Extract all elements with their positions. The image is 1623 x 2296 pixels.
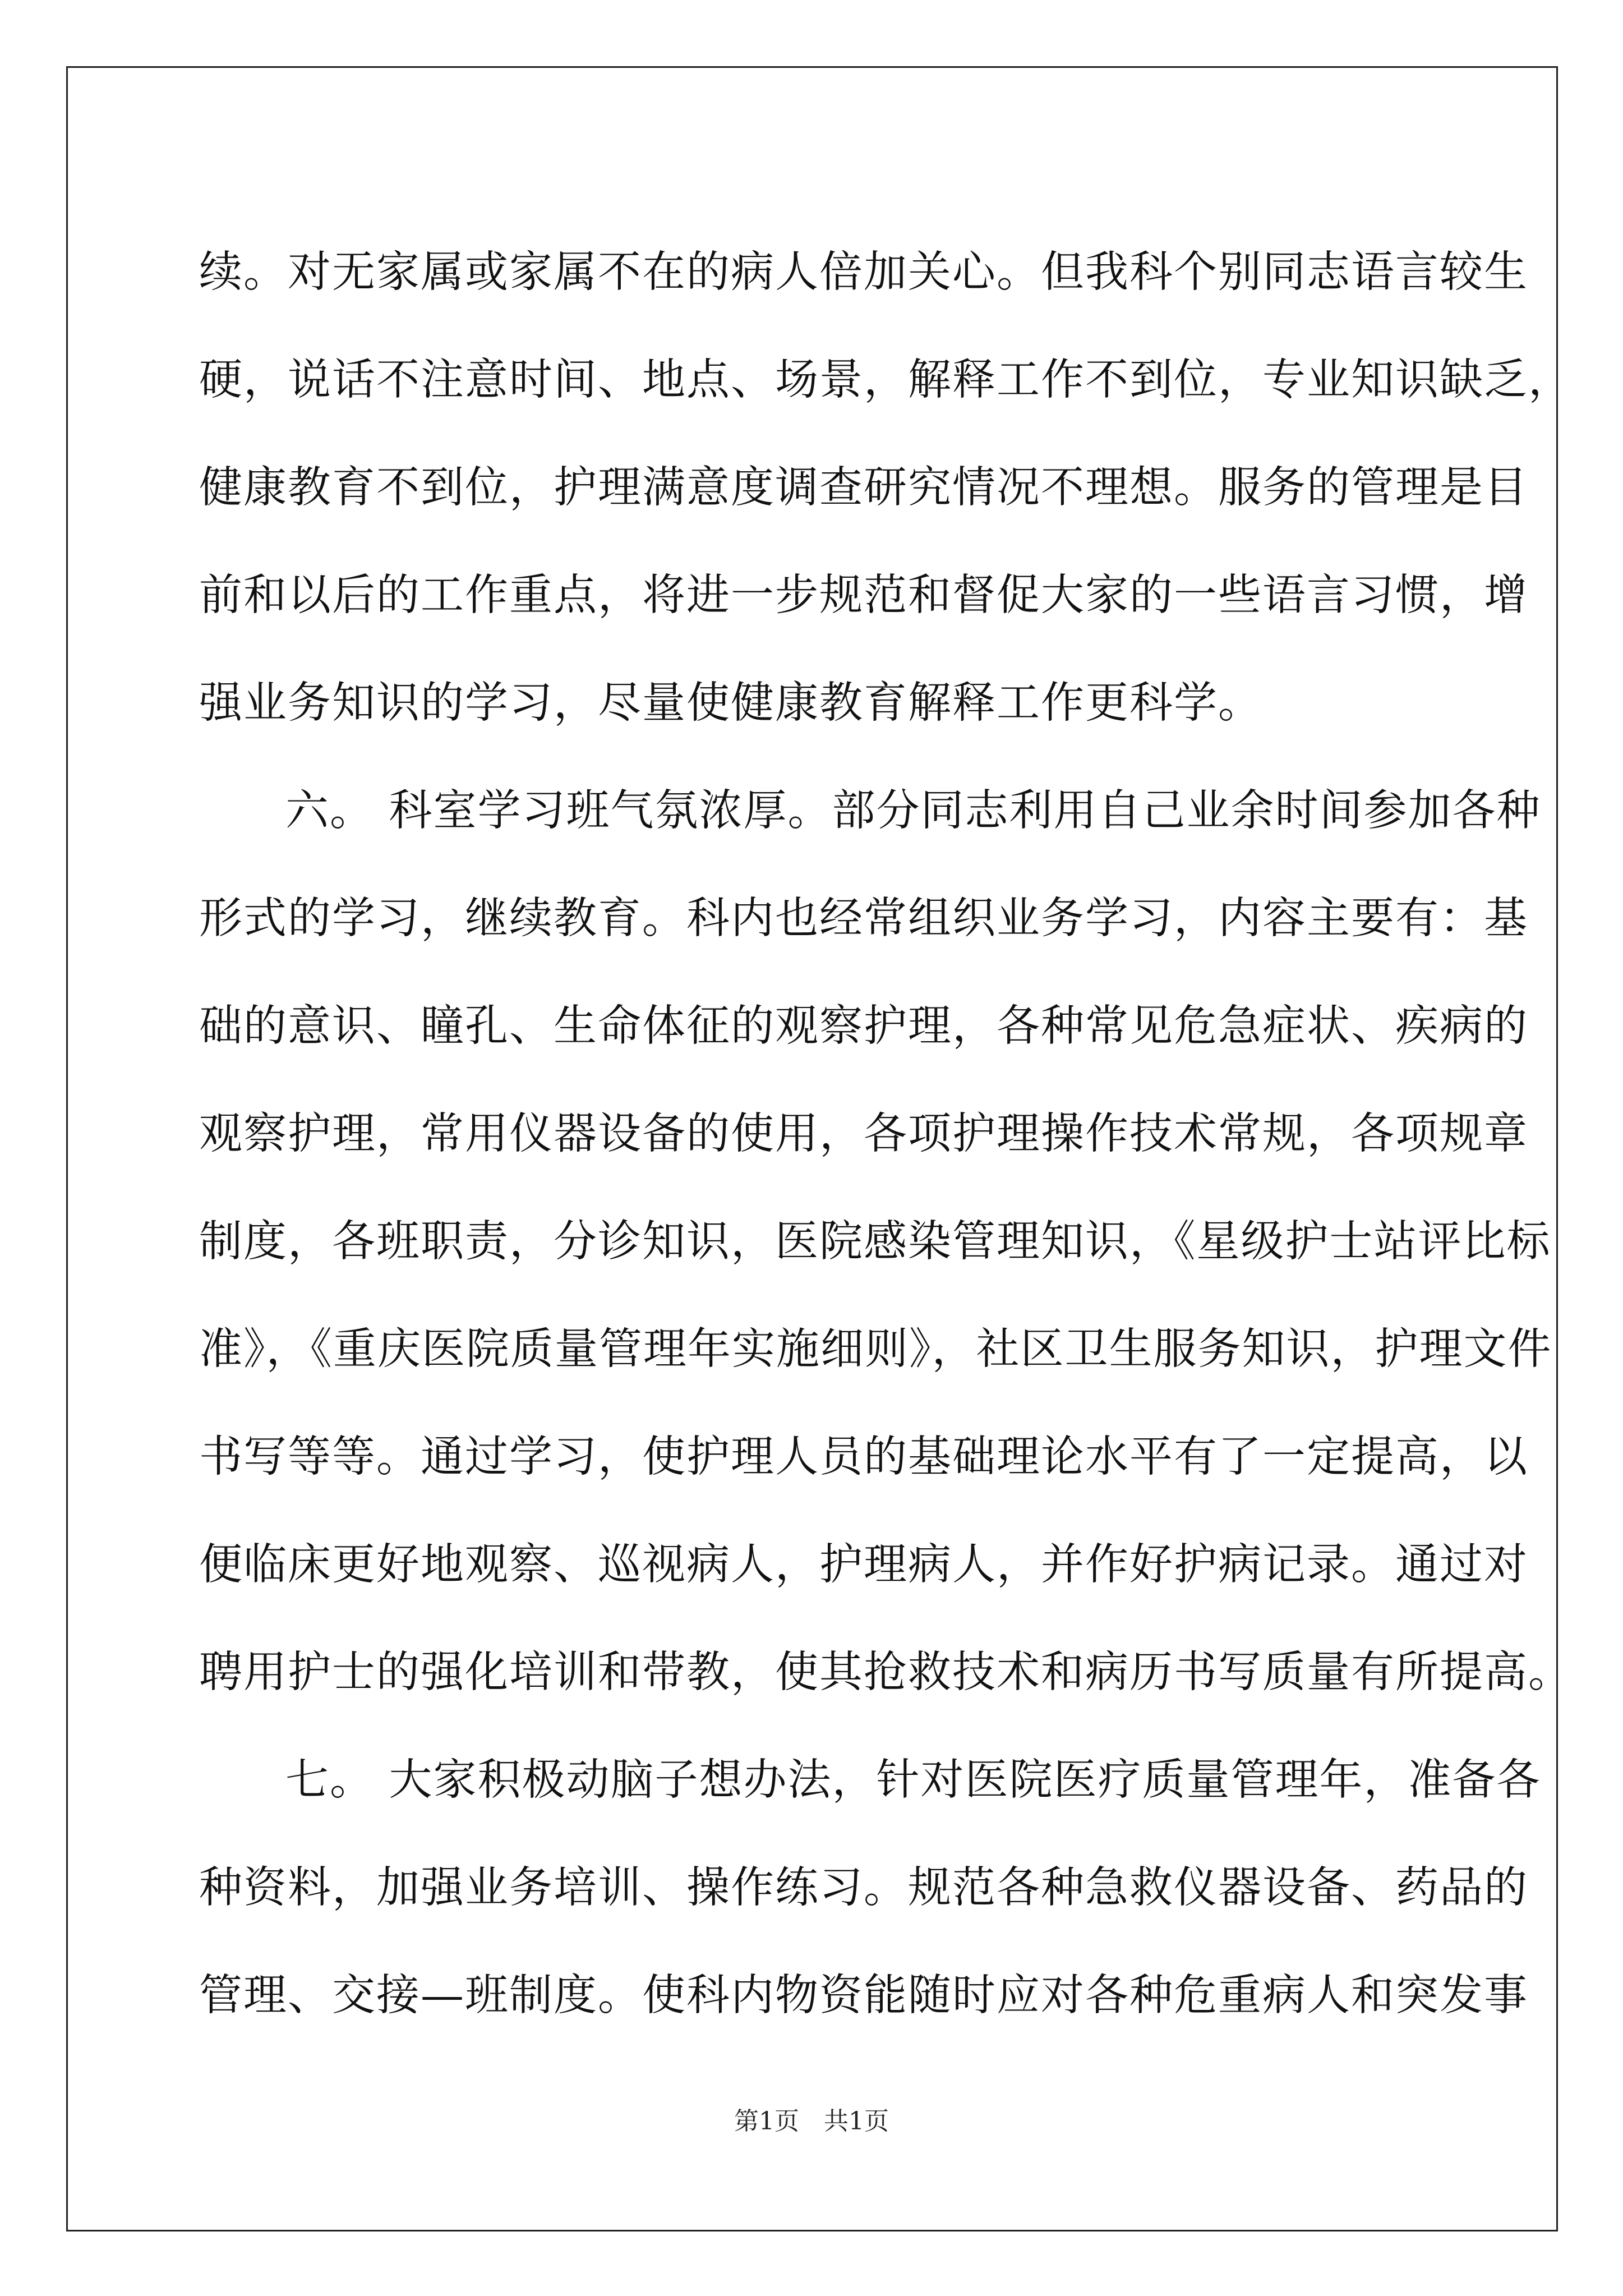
text-line: 六。 科室学习班气氛浓厚。部分同志利用自己业余时间参加各种 <box>285 786 1541 836</box>
text-line: 管理、交接—班制度。使科内物资能随时应对各种危重病人和突发事 <box>199 1971 1528 2021</box>
text-line: 制度，各班职责，分诊知识，医院感染管理知识，《星级护士站评比标 <box>199 1217 1551 1267</box>
page-number-footer: 第1页 共1页 <box>734 2107 889 2136</box>
text-line: 种资料，加强业务培训、操作练习。规范各种急救仪器设备、药品的 <box>199 1863 1528 1913</box>
paragraph <box>199 1727 1541 2050</box>
text-line: 续。对无家属或家属不在的病人倍加关心。但我科个别同志语言较生 <box>199 247 1528 297</box>
text-line: 形式的学习，继续教育。科内也经常组织业务学习，内容主要有：基 <box>199 894 1528 944</box>
text-line: 前和以后的工作重点，将进一步规范和督促大家的一些语言习惯，增 <box>199 570 1528 620</box>
text-line: 便临床更好地观察、巡视病人，护理病人，并作好护病记录。通过对 <box>199 1540 1528 1590</box>
text-line: 准》，《重庆医院质量管理年实施细则》，社区卫生服务知识，护理文件 <box>199 1324 1552 1374</box>
text-line: 强业务知识的学习，尽量使健康教育解释工作更科学。 <box>199 678 1262 728</box>
text-line: 聘用护士的强化培训和带教，使其抢救技术和病历书写质量有所提高。 <box>199 1648 1573 1697</box>
text-line: 七。 大家积极动脑子想办法，针对医院医疗质量管理年，准备各 <box>285 1755 1541 1805</box>
text-line: 书写等等。通过学习，使护理人员的基础理论水平有了一定提高，以 <box>199 1432 1528 1482</box>
paragraph <box>199 219 1573 757</box>
text-line: 健康教育不到位，护理满意度调查研究情况不理想。服务的管理是目 <box>199 463 1528 513</box>
text-line: 础的意识、瞳孔、生命体征的观察护理，各种常见危急症状、疾病的 <box>199 1001 1528 1051</box>
text-line: 硬，说话不注意时间、地点、场景，解释工作不到位，专业知识缺乏， <box>199 355 1573 405</box>
paragraph <box>199 757 1573 1727</box>
document-body <box>199 219 1573 2050</box>
text-line: 观察护理，常用仪器设备的使用，各项护理操作技术常规，各项规章 <box>199 1109 1528 1159</box>
